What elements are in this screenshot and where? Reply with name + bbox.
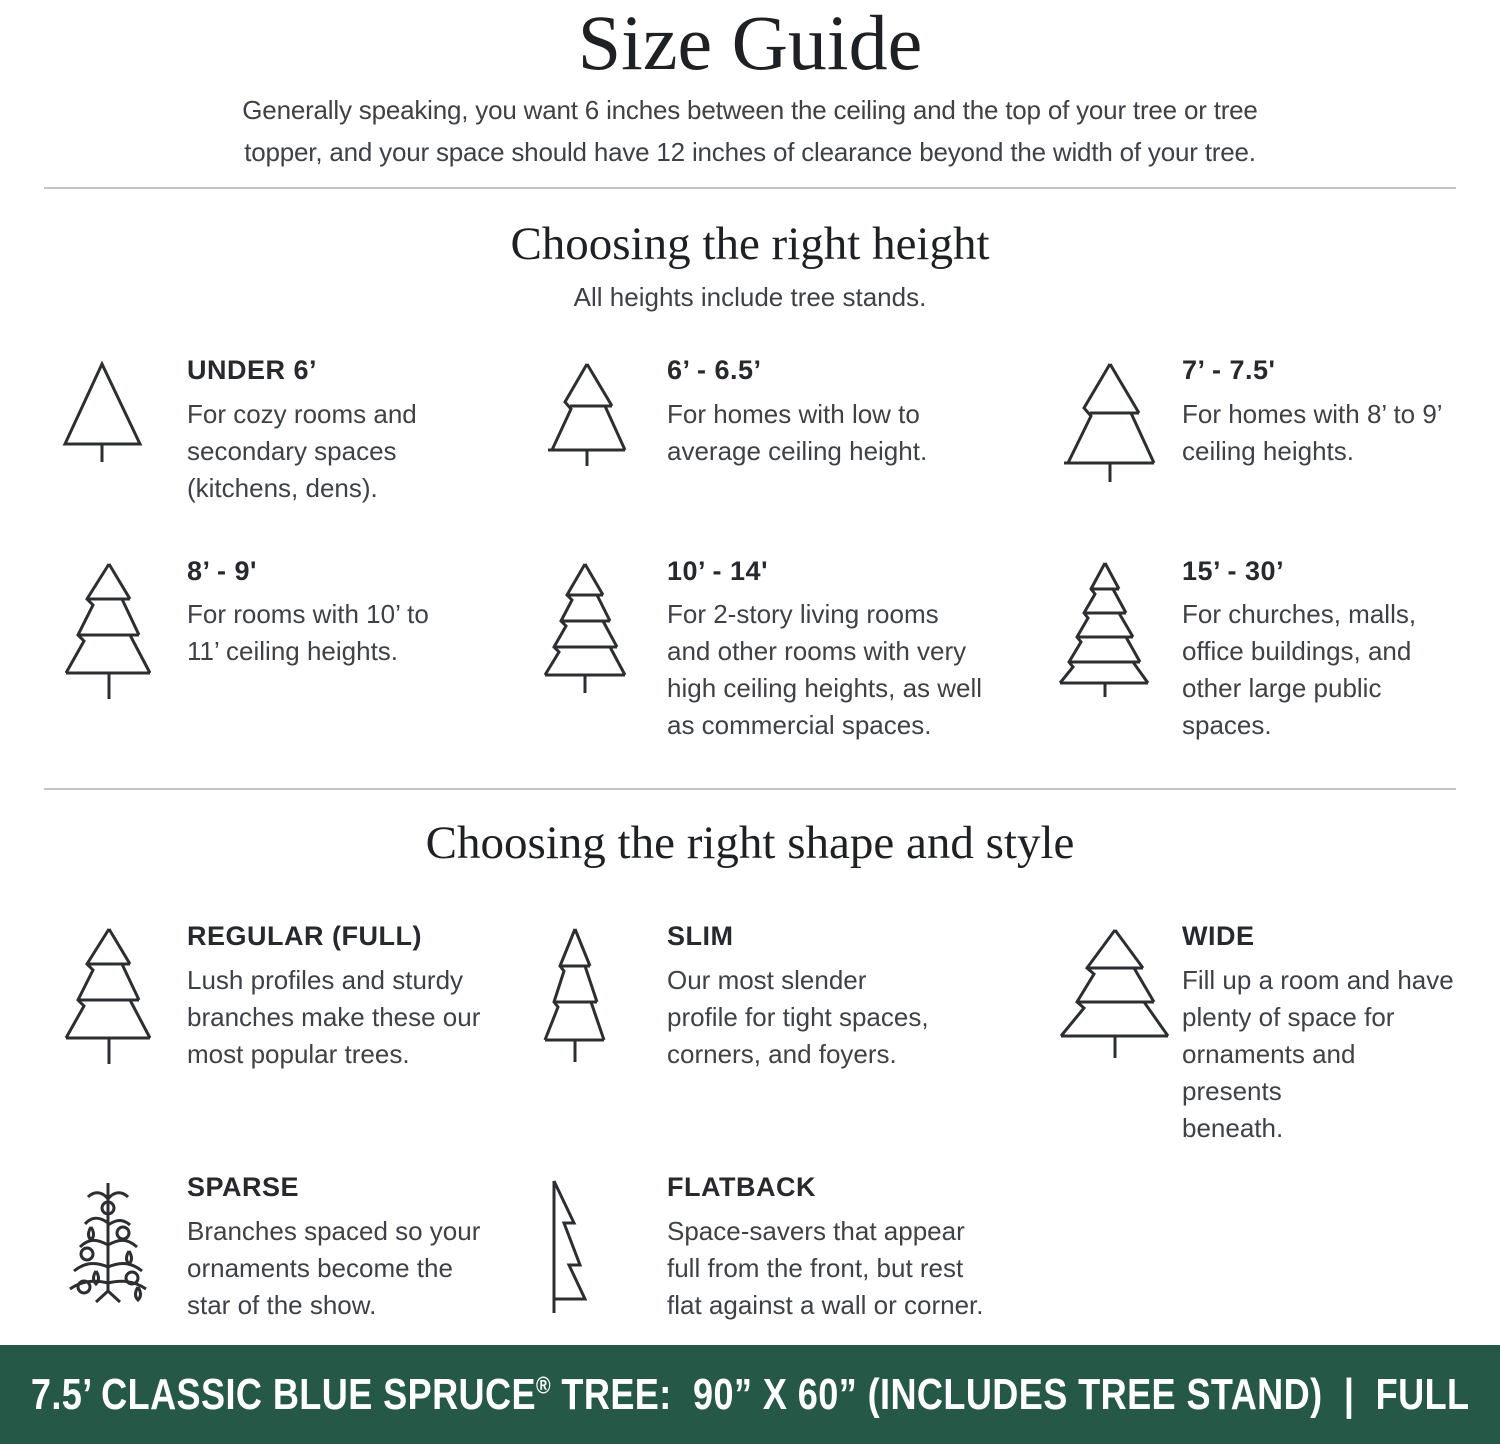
height-item-label: 8’ - 9' (187, 555, 257, 586)
tree-2-tier-icon (540, 354, 667, 470)
shape-item-label: FLATBACK (667, 1172, 816, 1203)
intro-text (0, 90, 1500, 173)
product-summary (31, 1370, 1470, 1420)
height-items-grid (0, 354, 1500, 745)
product-shape: FULL (1375, 1369, 1470, 1419)
shape-item-wide (1055, 920, 1460, 1147)
tree-5-tier-icon (1055, 555, 1182, 699)
page-title: Size Guide (577, 0, 923, 86)
tree-slim-icon (540, 920, 667, 1066)
shape-item-description: Our most slender profile for tight spaces, corners, and foyers. (667, 965, 929, 1070)
product-footer-banner (0, 1345, 1500, 1444)
height-item-6-65 (540, 354, 1055, 507)
shape-item-label: SPARSE (187, 1172, 300, 1203)
section-divider (44, 788, 1456, 790)
height-item-7-75 (1055, 354, 1460, 507)
tree-flatback-icon (540, 1171, 667, 1317)
shape-item-flatback (540, 1171, 1055, 1324)
height-item-under-6 (60, 354, 540, 507)
registered-trademark-icon: ® (535, 1371, 551, 1399)
shape-item-label: REGULAR (FULL) (187, 921, 422, 952)
tree-3-tier-icon (60, 555, 187, 701)
shape-item-slim (540, 920, 1055, 1147)
intro-line: topper, and your space should have 12 inches of clearance beyond the width of your tree. (244, 136, 1256, 167)
height-section-subtitle: All heights include tree stands. (573, 282, 927, 313)
height-section-title: Choosing the right height (510, 218, 990, 271)
shape-item-sparse (60, 1171, 540, 1324)
shape-item-description: Lush profiles and sturdy branches make these our most popular trees. (187, 965, 481, 1070)
tree-1-tier-icon (60, 354, 187, 465)
tree-2-tier-large-icon (1055, 354, 1182, 486)
height-item-label: 10’ - 14' (667, 555, 768, 586)
shape-item-description: Space-savers that appear full from the front, but rest flat against a wall or corner. (667, 1215, 984, 1320)
product-name: 7.5’ CLASSIC BLUE SPRUCE® TREE: (30, 1369, 672, 1419)
height-item-label: 7’ - 7.5' (1182, 354, 1276, 385)
height-item-description: For cozy rooms and secondary spaces (kitchens, dens). (187, 398, 417, 503)
shape-section-title: Choosing the right shape and style (425, 817, 1075, 870)
tree-sparse-icon (60, 1171, 187, 1311)
shape-item-label: SLIM (667, 921, 734, 952)
section-divider (44, 187, 1456, 189)
tree-wide-icon (1055, 920, 1182, 1062)
shape-item-description: Fill up a room and have plenty of space for ornaments and presents beneath. (1182, 965, 1454, 1144)
height-item-description: For 2-story living rooms and other rooms with very high ceiling heights, as well as commercial spaces. (667, 599, 983, 741)
height-item-10-14 (540, 555, 1055, 745)
height-item-label: 15’ - 30’ (1182, 555, 1285, 586)
shape-item-label: WIDE (1182, 921, 1255, 952)
height-item-label: UNDER 6’ (187, 354, 318, 385)
tree-4-tier-icon (540, 555, 667, 697)
shape-items-grid (0, 920, 1500, 1324)
height-item-description: For churches, malls, office buildings, and other large public spaces. (1182, 599, 1417, 741)
shape-item-regular (60, 920, 540, 1147)
height-item-15-30 (1055, 555, 1460, 745)
tree-regular-icon (60, 920, 187, 1066)
height-item-description: For homes with low to average ceiling height. (667, 398, 928, 466)
intro-line: Generally speaking, you want 6 inches between the ceiling and the top of your tree or tree (242, 95, 1258, 125)
height-item-description: For rooms with 10’ to 11’ ceiling heights. (187, 599, 429, 667)
height-item-description: For homes with 8’ to 9’ ceiling heights. (1182, 398, 1443, 466)
height-item-8-9 (60, 555, 540, 745)
product-dimensions: 90” X 60” (INCLUDES TREE STAND) (692, 1369, 1323, 1419)
height-item-label: 6’ - 6.5’ (667, 354, 762, 385)
footer-separator: | (1343, 1369, 1355, 1419)
shape-item-description: Branches spaced so your ornaments become the star of the show. (187, 1215, 481, 1320)
